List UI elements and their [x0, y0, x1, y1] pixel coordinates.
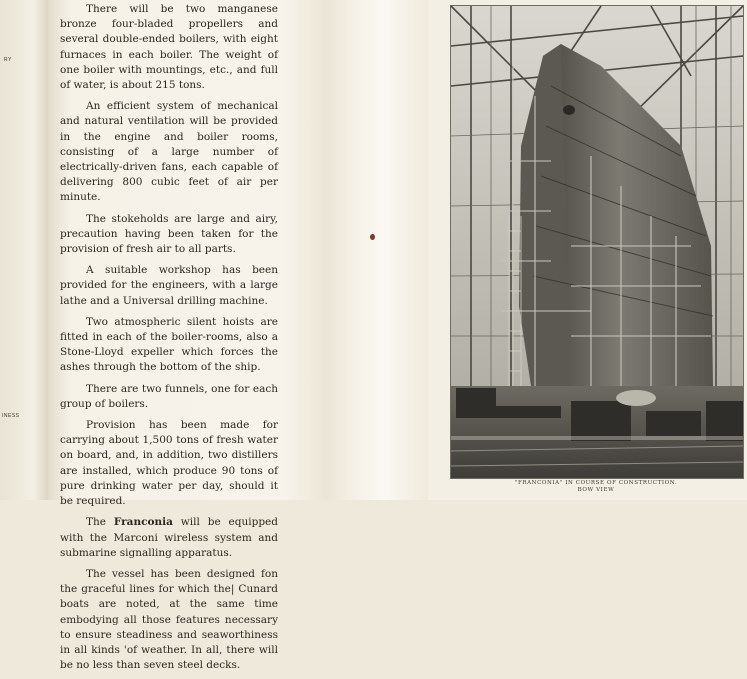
binding-staple [370, 234, 375, 240]
photo-caption [450, 480, 742, 494]
paragraph-funnels: There are two funnels, one for each group of boilers. [60, 382, 278, 410]
paragraph-wireless [60, 515, 278, 561]
wireless-text-after: will be equipped with the Marconi wireless system and submarine signalling apparatus. [60, 516, 278, 559]
wireless-text-before: The [86, 516, 114, 529]
paragraph-design: The vessel has been designed fon the graceful lines for which the| Cunard boats are noted, at the same time embodying all those features necessary to ensure steadiness and seaworthiness in all kinds 'of weather. In all, there will be no less than seven steel decks. [60, 567, 278, 672]
construction-photo [450, 5, 744, 479]
ship-name: Franconia [113, 516, 173, 529]
previous-page-edge [0, 0, 48, 500]
paragraph-ventilation: An efficient system of mechanical and natural ventilation will be provided in the engine and boiler rooms, consisting of a large number of electrically-driven fans, each capable of delivering 800 cubic feet of air per minute. [60, 100, 278, 204]
previous-page-fragment-bottom: INESS [2, 413, 20, 419]
caption-line-2: BOW VIEW [577, 487, 615, 493]
paragraph-workshop: A suitable workshop has been provided for the engineers, with a large lathe and a Universal drilling machine. [60, 264, 278, 307]
paragraph-stokeholds: The stokeholds are large and airy, precaution having been taken for the provision of fresh air to all parts. [60, 212, 278, 256]
previous-page-fragment-top: RY [4, 57, 12, 63]
paragraph-hoists: Two atmospheric silent hoists are fitted in each of the boiler-rooms, also a Stone-Lloyd expeller which forces the ashes through the bottom of the ship. [60, 315, 278, 374]
caption-line-1: "FRANCONIA" IN COURSE OF CONSTRUCTION. [514, 480, 678, 486]
ship-bow-illustration [451, 6, 743, 478]
paragraph-fresh-water: Provision has been made for carrying about 1,500 tons of fresh water on board, and, in addition, two distillers are installed, which produce 90 tons of pure drinking water per day, should it be required. [60, 419, 278, 508]
body-text-column [60, 2, 278, 679]
page-gutter [328, 0, 428, 500]
paragraph-propellers: There will be two manganese bronze four-bladed propellers and several double-ended boilers, with eight furnaces in each boiler. The weight of one boiler with mountings, etc., and full of water, is about 215 tons. [60, 3, 278, 92]
